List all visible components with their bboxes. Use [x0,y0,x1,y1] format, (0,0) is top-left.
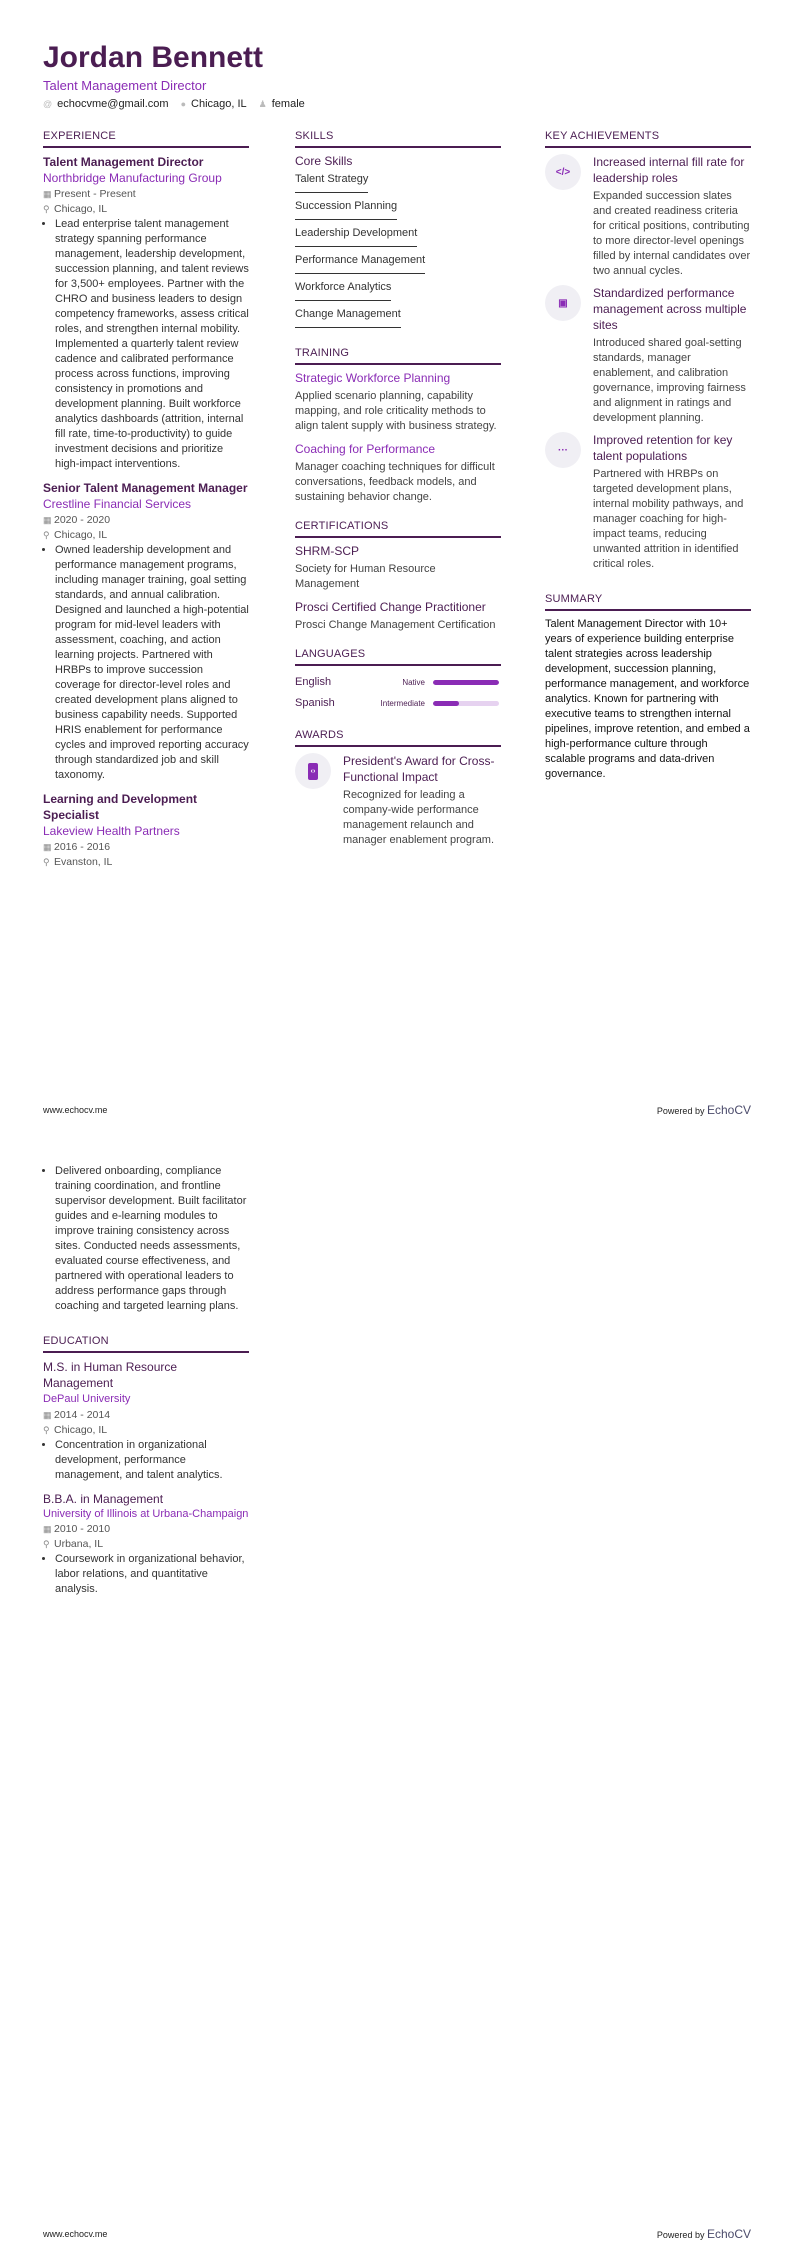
footer-url[interactable]: www.echocv.me [43,1105,108,1115]
candidate-title: Talent Management Director [43,78,207,93]
archive-icon: ▣ [545,285,581,321]
training-desc: Manager coaching techniques for difficult conversations, feedback models, and sustaining behavior change. [295,461,495,503]
job-entry [43,480,249,783]
user-icon: ♟ [258,99,267,109]
company: Northbridge Manufacturing Group [43,171,222,185]
map-pin-icon: ⚲ [43,530,50,540]
footer-brand[interactable]: EchoCV [706,2227,751,2241]
job-entry [43,154,249,472]
skill-group: Core Skills [295,154,353,168]
contact-info [43,97,305,112]
job-title: Learning and Development Specialist [43,792,198,822]
calendar-icon: ▦ [43,1410,52,1420]
map-pin-icon: ⚲ [43,857,50,867]
achievement-title: Standardized performance management across multiple sites [593,286,747,332]
job-bullet: • Delivered onboarding, compliance training coordination, and frontline supervisor development. Built facilitator guides and e-learning modules to improve training consistency across sites. Conducted needs assessments, evaluated course effectiveness, and partnered with operational leaders to address performance gaps through coaching and targeted learning plans. [55,1164,249,1314]
job-dates: 2020 - 2020 [54,514,111,526]
language-bar [433,680,499,685]
achievement-title: Increased internal fill rate for leadership roles [593,155,745,185]
achievement-item [545,432,751,572]
language-bar-fill [433,680,499,685]
training-title: Strategic Workforce Planning [295,371,451,385]
job-dates: Present - Present [54,188,136,200]
page-footer [43,2227,751,2243]
skill-item: Talent Strategy [295,172,368,193]
summary-text: Talent Management Director with 10+ years of experience building enterprise talent strategies across leadership development, succession planning, performance management, and workforce analytics. Known for partnering with executive teams to strengthen internal pipelines, improve retention, and embed a high-performance culture through scalable programs and data-driven governance. [545,618,750,780]
map-pin-icon: ● [180,99,187,109]
edu-location: Chicago, IL [54,1424,108,1436]
award-title: President's Award for Cross-Functional Impact [343,754,495,784]
edu-dates: 2014 - 2014 [54,1409,111,1421]
calendar-icon: ▦ [43,515,52,525]
section-heading-certifications: CERTIFICATIONS [295,519,501,538]
language-level: Intermediate [380,699,425,708]
calendar-icon: ▦ [43,189,52,199]
skill-item: Leadership Development [295,226,417,247]
code-icon: </> [545,154,581,190]
section-heading-training: TRAINING [295,346,501,365]
cert-name: Prosci Certified Change Practitioner [295,600,486,614]
section-heading-summary: SUMMARY [545,592,751,611]
gender: female [271,98,305,110]
award-desc: Recognized for leading a company-wide performance management relaunch and manager enablement program. [343,789,495,846]
achievement-title: Improved retention for key talent populations [593,433,733,463]
code-icon: ‹› [295,753,331,789]
skill-item: Performance Management [295,253,425,274]
page2-column [43,1164,249,1605]
section-heading-languages: LANGUAGES [295,647,501,666]
job-bullet: • Owned leadership development and performance management programs, including manager training, goal setting standards, and annual calibration. Designed and launched a high-potential program for mid-level leaders with assessment, coaching, and action learning projects. Partnered with HRBPs to improve succession coverage for director-level roles and created development plans aligned to business capability needs. Supported HRIS enablement for performance cycles and improved reporting accuracy through standardized job and skill taxonomy. [55,543,249,783]
job-location: Chicago, IL [54,529,108,541]
language-name: English [295,676,332,688]
edu-bullet: • Concentration in organizational development, performance management, and talent analytics. [55,1438,249,1483]
page-footer [43,1103,751,1119]
ellipsis-icon: ··· [545,432,581,468]
footer-powered: Powered by [656,1106,705,1116]
degree: M.S. in Human Resource Management [43,1360,178,1390]
email[interactable]: echocvme@gmail.com [57,98,169,110]
achievements-column [545,129,751,782]
at-icon: @ [43,99,53,109]
training-desc: Applied scenario planning, capability mapping, and role criticality methods to align talent supply with business strategy. [295,390,497,432]
job-location: Chicago, IL [54,203,108,215]
language-level: Native [402,678,425,687]
section-heading-education: EDUCATION [43,1334,249,1353]
company: Crestline Financial Services [43,497,192,511]
achievement-desc: Expanded succession slates and created readiness criteria for critical positions, contributing to more director-level openings filled by internal candidates over two annual cycles. [593,190,751,277]
language-row [295,693,501,714]
education-entry [43,1491,249,1597]
edu-bullet: • Coursework in organizational behavior, labor relations, and quantitative analysis. [55,1552,249,1597]
right-column [295,129,501,854]
location: Chicago, IL [191,98,247,110]
section-heading-experience: EXPERIENCE [43,129,249,148]
section-heading-achievements: KEY ACHIEVEMENTS [545,129,751,148]
footer-url[interactable]: www.echocv.me [43,2229,108,2239]
job-title: Senior Talent Management Manager [43,481,248,495]
degree: B.B.A. in Management [43,1492,164,1506]
edu-dates: 2010 - 2010 [54,1523,111,1535]
school: University of Illinois at Urbana-Champaign [43,1508,249,1520]
award-item [295,753,501,848]
calendar-icon: ▦ [43,842,52,852]
map-pin-icon: ⚲ [43,204,50,214]
candidate-name: Jordan Bennett [43,41,264,74]
resume-page-2 [0,1123,794,2246]
education-entry [43,1359,249,1483]
language-name: Spanish [295,697,335,709]
map-pin-icon: ⚲ [43,1425,50,1435]
cert-issuer: Society for Human Resource Management [295,563,436,590]
skill-item: Succession Planning [295,199,397,220]
skill-item: Workforce Analytics [295,280,391,301]
edu-location: Urbana, IL [54,1538,104,1550]
achievement-desc: Partnered with HRBPs on targeted development plans, internal mobility pathways, and manager coaching for high-impact teams, reducing unwanted attrition in identified critical roles. [593,468,744,570]
experience-section [43,129,249,878]
job-bullet: • Lead enterprise talent management strategy spanning performance management, leadership development, succession planning, and talent reviews for 3,500+ employees. Partner with the CHRO and business leaders to design competency frameworks, assess critical roles, and strengthen internal mobility. Implemented a quarterly talent review cadence and calibrated performance process across functions, improving consistency in promotions and development planning. Built workforce analytics dashboards (attrition, internal fill rate, time-to-productivity) to guide investment decisions and prioritize high-impact interventions. [55,217,249,472]
language-bar-fill [433,701,459,706]
skill-item: Change Management [295,307,401,328]
training-title: Coaching for Performance [295,442,436,456]
calendar-icon: ▦ [43,1524,52,1534]
achievement-desc: Introduced shared goal-setting standards, manager enablement, and calibration governance, improving fairness and alignment in ratings and development planning. [593,337,746,424]
cert-issuer: Prosci Change Management Certification [295,619,496,631]
footer-powered: Powered by [656,2230,705,2240]
achievement-item [545,285,751,426]
company: Lakeview Health Partners [43,824,180,838]
cert-name: SHRM-SCP [295,544,360,558]
school: DePaul University [43,1393,131,1405]
section-heading-skills: SKILLS [295,129,501,148]
job-entry [43,791,249,870]
language-bar [433,701,499,706]
map-pin-icon: ⚲ [43,1539,50,1549]
job-title: Talent Management Director [43,155,204,169]
achievement-item [545,154,751,279]
section-heading-awards: AWARDS [295,728,501,747]
job-dates: 2016 - 2016 [54,841,111,853]
footer-brand[interactable]: EchoCV [706,1103,751,1117]
job-location: Evanston, IL [54,856,113,868]
language-row [295,672,501,693]
